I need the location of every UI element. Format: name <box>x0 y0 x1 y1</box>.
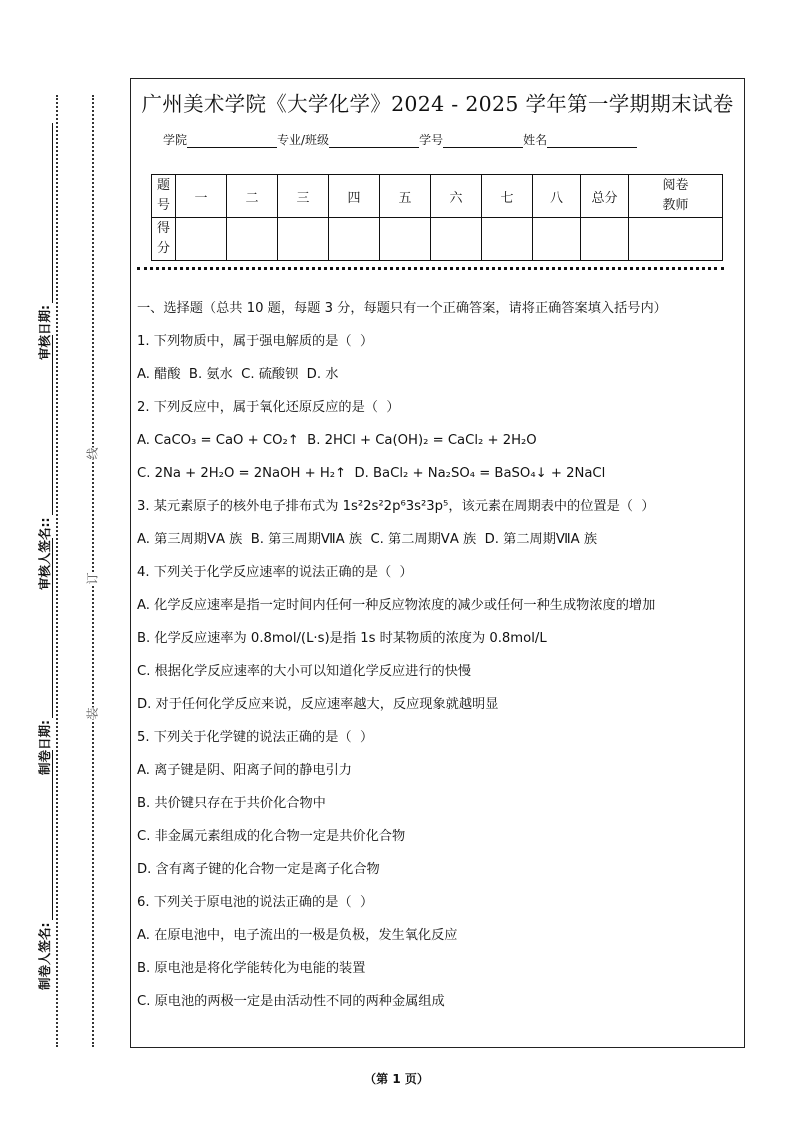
score-cell[interactable] <box>380 218 431 261</box>
maker-signature-line[interactable] <box>38 751 53 921</box>
cut-dotted-line <box>92 95 94 1047</box>
binding-mark-xian: 线 <box>85 447 100 460</box>
column-header: 四 <box>329 175 380 218</box>
row-label: 题号 <box>152 175 176 218</box>
binding-dotted-line <box>56 95 58 1047</box>
question-text: 5. 下列关于化学键的说法正确的是（ ） <box>137 729 374 745</box>
column-header: 七 <box>482 175 533 218</box>
answer-option: C. 根据化学反应速率的大小可以知道化学反应进行的快慢 <box>137 663 472 679</box>
score-cell[interactable] <box>533 218 581 261</box>
column-header: 二 <box>227 175 278 218</box>
column-header: 一 <box>176 175 227 218</box>
answer-option: B. 共价键只存在于共价化合物中 <box>137 795 326 811</box>
score-cell[interactable] <box>482 218 533 261</box>
question-text: 2. 下列反应中，属于氧化还原反应的是（ ） <box>137 399 400 415</box>
reviewer-date-line[interactable] <box>38 123 53 303</box>
maker-signature-label: 制卷人签名: <box>37 922 52 990</box>
column-header: 八 <box>533 175 581 218</box>
row-label: 得分 <box>152 218 176 261</box>
score-cell[interactable] <box>431 218 482 261</box>
answer-option: D. 含有离子键的化合物一定是离子化合物 <box>137 861 380 877</box>
answer-option: A. 化学反应速率是指一定时间内任何一种反应物浓度的减少或任何一种生成物浓度的增加 <box>137 597 656 613</box>
answer-option: A. 在原电池中，电子流出的一极是负极，发生氧化反应 <box>137 927 458 943</box>
score-cell[interactable] <box>227 218 278 261</box>
answer-option: A. CaCO₃ = CaO + CO₂↑ B. 2HCl + Ca(OH)₂ = CaCl₂ + 2H₂O <box>137 432 537 448</box>
question-text: 1. 下列物质中，属于强电解质的是（ ） <box>137 333 374 349</box>
name-label: 姓名 <box>523 133 548 147</box>
column-header: 三 <box>278 175 329 218</box>
maker-signature-field <box>35 751 53 991</box>
answer-option: C. 2Na + 2H₂O = 2NaOH + H₂↑ D. BaCl₂ + Na₂SO₄ = BaSO₄↓ + 2NaCl <box>137 465 606 481</box>
score-table <box>151 174 723 261</box>
score-cell[interactable] <box>629 218 723 261</box>
name-field[interactable] <box>547 133 637 148</box>
student-id-label: 学号 <box>419 133 444 147</box>
answer-options: A. 第三周期ⅤA 族 B. 第三周期ⅦA 族 C. 第二周期ⅤA 族 D. 第二周期ⅦA 族 <box>137 531 598 547</box>
score-cell[interactable] <box>581 218 629 261</box>
major-label: 专业/班级 <box>277 133 330 147</box>
maker-date-field <box>35 538 53 775</box>
maker-date-line[interactable] <box>38 538 53 718</box>
column-header: 阅卷教师 <box>629 175 723 218</box>
answer-option: B. 化学反应速率为 0.8mol/(L·s)是指 1s 时某物质的浓度为 0.8mol/L <box>137 630 547 646</box>
page-number: （第 1 页） <box>364 1072 429 1086</box>
college-field[interactable] <box>187 133 277 148</box>
score-cell[interactable] <box>329 218 380 261</box>
section-heading: 一、选择题（总共 10 题，每题 3 分，每题只有一个正确答案，请将正确答案填入括号内） <box>137 300 667 316</box>
exam-frame <box>130 78 745 1048</box>
question-text: 6. 下列关于原电池的说法正确的是（ ） <box>137 894 374 910</box>
reviewer-signature-line[interactable] <box>38 336 53 516</box>
question-text: 3. 某元素原子的核外电子排布式为 1s²2s²2p⁶3s²3p⁵，该元素在周期表中的位置是（ ） <box>137 498 655 514</box>
column-header: 总分 <box>581 175 629 218</box>
question-text: 4. 下列关于化学反应速率的说法正确的是（ ） <box>137 564 413 580</box>
reviewer-date-label: 审核日期: <box>37 305 52 360</box>
answer-option: A. 离子键是阴、阳离子间的静电引力 <box>137 762 352 778</box>
major-field[interactable] <box>329 133 419 148</box>
reviewer-date-field <box>35 123 53 360</box>
answer-option: C. 原电池的两极一定是由活动性不同的两种金属组成 <box>137 993 445 1009</box>
column-header: 五 <box>380 175 431 218</box>
dotted-separator <box>137 267 724 270</box>
binding-mark-ding: 订 <box>85 572 100 585</box>
college-label: 学院 <box>163 133 188 147</box>
answer-options: A. 醋酸 B. 氨水 C. 硫酸钡 D. 水 <box>137 366 339 382</box>
answer-option: C. 非金属元素组成的化合物一定是共价化合物 <box>137 828 406 844</box>
student-info <box>163 131 637 148</box>
answer-option: D. 对于任何化学反应来说，反应速率越大，反应现象就越明显 <box>137 696 499 712</box>
student-id-field[interactable] <box>443 133 523 148</box>
answer-option: B. 原电池是将化学能转化为电能的装置 <box>137 960 366 976</box>
reviewer-signature-label: 审核人签名:: <box>37 517 52 590</box>
page-title: 广州美术学院《大学化学》2024 - 2025 学年第一学期期末试卷 <box>141 92 734 116</box>
maker-date-label: 制卷日期: <box>37 720 52 775</box>
table-row <box>152 175 723 218</box>
score-cell[interactable] <box>278 218 329 261</box>
questions <box>137 292 738 1018</box>
score-cell[interactable] <box>176 218 227 261</box>
binding-mark-zhuang: 装 <box>85 707 100 720</box>
table-row <box>152 218 723 261</box>
column-header: 六 <box>431 175 482 218</box>
